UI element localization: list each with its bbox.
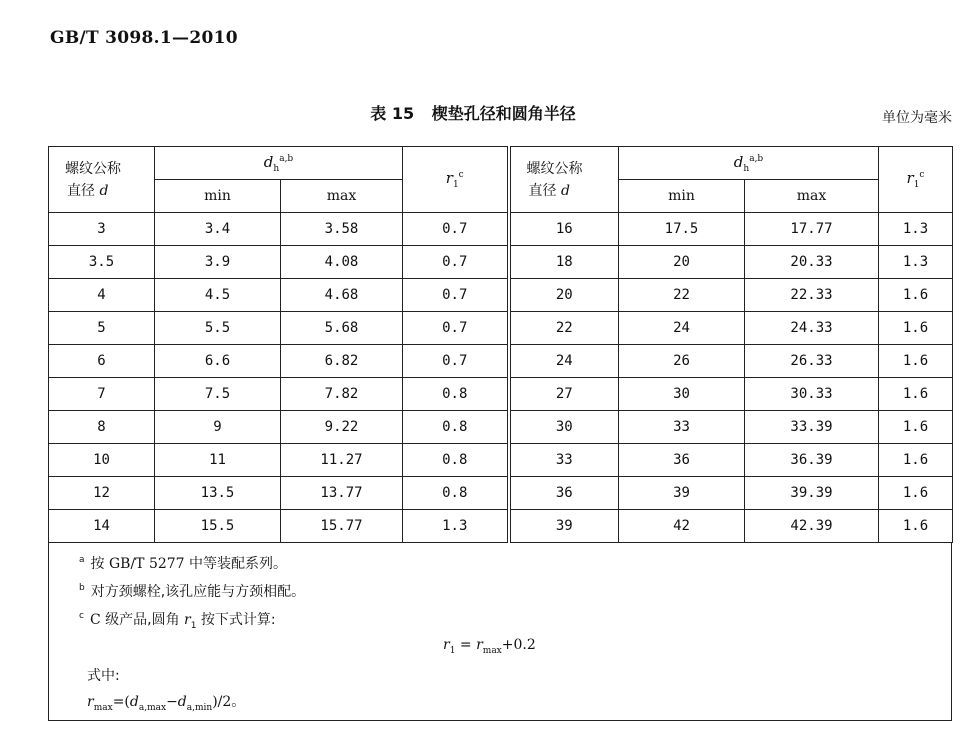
cell-thread-diameter-right: 36	[509, 477, 619, 510]
table-row	[49, 411, 953, 444]
table-row	[49, 279, 953, 312]
cell-thread-diameter-right: 22	[509, 312, 619, 345]
note-a-mark: a	[79, 555, 85, 566]
cell-thread-diameter-right: 20	[509, 279, 619, 312]
cell-r1: 0.8	[403, 411, 509, 444]
cell-thread-diameter: 12	[49, 477, 155, 510]
cell-thread-diameter-right: 27	[509, 378, 619, 411]
header-r1-symbol: r	[445, 169, 453, 187]
table-caption: 楔垫孔径和圆角半径	[431, 104, 576, 123]
cell-r1-right: 1.6	[879, 312, 953, 345]
cell-r1: 0.7	[403, 213, 509, 246]
cell-dh-max-right: 20.33	[745, 246, 879, 279]
cell-r1-right: 1.6	[879, 510, 953, 543]
header-r1-sub: 1	[452, 180, 459, 190]
cell-thread-diameter-right: 24	[509, 345, 619, 378]
header-dh-sup: a,b	[279, 153, 294, 164]
header-thread-line1: 螺纹公称	[65, 160, 121, 177]
cell-dh-max: 5.68	[281, 312, 403, 345]
header-max: max	[281, 180, 403, 213]
cell-dh-min-right: 26	[619, 345, 745, 378]
table-row	[49, 246, 953, 279]
cell-dh-max-right: 30.33	[745, 378, 879, 411]
note-c-mark: c	[79, 611, 84, 622]
note-a	[79, 553, 287, 573]
formula-tail: +0.2	[501, 637, 536, 653]
cell-thread-diameter: 3	[49, 213, 155, 246]
cell-r1: 0.7	[403, 345, 509, 378]
cell-dh-max-right: 39.39	[745, 477, 879, 510]
cell-r1: 0.8	[403, 444, 509, 477]
cell-thread-diameter: 8	[49, 411, 155, 444]
cell-dh-min-right: 42	[619, 510, 745, 543]
cell-dh-min-right: 33	[619, 411, 745, 444]
header-thread-symbol-right: d	[560, 182, 570, 199]
cell-thread-diameter-right: 18	[509, 246, 619, 279]
table-row	[49, 378, 953, 411]
definition	[87, 691, 245, 713]
cell-dh-max-right: 24.33	[745, 312, 879, 345]
cell-dh-max-right: 26.33	[745, 345, 879, 378]
note-c-prefix: 级产品,圆角	[105, 612, 180, 628]
cell-r1-right: 1.6	[879, 279, 953, 312]
cell-dh-min-right: 30	[619, 378, 745, 411]
table-row	[49, 312, 953, 345]
hole-radius-table	[48, 146, 952, 721]
cell-dh-min-right: 39	[619, 477, 745, 510]
header-thread-line1-right: 螺纹公称	[526, 160, 583, 177]
note-c-symbol: r	[184, 612, 191, 628]
cell-dh-max: 13.77	[281, 477, 403, 510]
cell-thread-diameter: 6	[49, 345, 155, 378]
cell-dh-min: 7.5	[155, 378, 281, 411]
cell-dh-max-right: 42.39	[745, 510, 879, 543]
cell-r1: 0.7	[403, 246, 509, 279]
header-r1-right	[879, 147, 953, 213]
cell-dh-min: 9	[155, 411, 281, 444]
cell-dh-max: 6.82	[281, 345, 403, 378]
note-a-suffix: 中等装配系列。	[189, 556, 288, 572]
cell-r1-right: 1.6	[879, 444, 953, 477]
cell-r1-right: 1.6	[879, 378, 953, 411]
cell-dh-min: 6.6	[155, 345, 281, 378]
header-thread-diameter-right	[509, 147, 619, 213]
cell-r1: 0.7	[403, 279, 509, 312]
header-min-right: min	[619, 180, 745, 213]
formula-lhs: r	[443, 637, 450, 653]
note-c	[79, 609, 276, 631]
cell-dh-max-right: 36.39	[745, 444, 879, 477]
cell-dh-max: 4.08	[281, 246, 403, 279]
cell-dh-min-right: 22	[619, 279, 745, 312]
def-tail: )/2。	[212, 694, 246, 710]
cell-dh-min: 13.5	[155, 477, 281, 510]
note-c-suffix: 按下式计算:	[200, 612, 276, 628]
cell-thread-diameter: 10	[49, 444, 155, 477]
cell-r1-right: 1.6	[879, 411, 953, 444]
cell-thread-diameter: 3.5	[49, 246, 155, 279]
cell-dh-max: 11.27	[281, 444, 403, 477]
cell-dh-min-right: 17.5	[619, 213, 745, 246]
cell-dh-min-right: 20	[619, 246, 745, 279]
data-table	[48, 146, 953, 543]
cell-thread-diameter-right: 30	[509, 411, 619, 444]
note-b	[79, 581, 305, 601]
cell-dh-min: 5.5	[155, 312, 281, 345]
table-notes	[48, 543, 952, 721]
cell-dh-min: 3.9	[155, 246, 281, 279]
cell-dh-min: 4.5	[155, 279, 281, 312]
cell-thread-diameter: 7	[49, 378, 155, 411]
header-dh-sub-right: h	[743, 163, 750, 174]
cell-thread-diameter-right: 39	[509, 510, 619, 543]
cell-dh-min: 3.4	[155, 213, 281, 246]
cell-dh-min: 11	[155, 444, 281, 477]
table-row	[49, 510, 953, 543]
note-c-sub: 1	[190, 620, 197, 631]
header-dh-symbol: d	[263, 152, 274, 171]
cell-dh-max: 9.22	[281, 411, 403, 444]
cell-dh-max: 3.58	[281, 213, 403, 246]
cell-r1: 0.8	[403, 378, 509, 411]
def-d2-sub: a,min	[186, 702, 213, 713]
cell-r1-right: 1.3	[879, 246, 953, 279]
cell-thread-diameter: 4	[49, 279, 155, 312]
header-dh-right	[619, 147, 879, 180]
cell-dh-max-right: 17.77	[745, 213, 879, 246]
table-body	[49, 213, 953, 543]
cell-r1-right: 1.6	[879, 345, 953, 378]
cell-r1: 1.3	[403, 510, 509, 543]
cell-dh-max: 7.82	[281, 378, 403, 411]
def-d1: d	[129, 694, 139, 710]
note-a-prefix: 按	[90, 556, 105, 572]
table-row	[49, 213, 953, 246]
table-row	[49, 345, 953, 378]
cell-dh-max: 15.77	[281, 510, 403, 543]
header-dh-sup-right: a,b	[749, 153, 764, 164]
def-minus: −	[166, 694, 178, 710]
cell-thread-diameter: 5	[49, 312, 155, 345]
cell-dh-min-right: 36	[619, 444, 745, 477]
table-title	[0, 101, 976, 124]
note-b-text: 对方颈螺栓,该孔应能与方颈相配。	[90, 584, 306, 600]
formula-rhs: r	[476, 637, 483, 653]
header-thread-diameter	[49, 147, 155, 213]
header-max-right: max	[745, 180, 879, 213]
formula-eq: =	[459, 637, 472, 653]
header-thread-symbol: d	[99, 182, 109, 199]
formula-lhs-sub: 1	[449, 645, 456, 656]
cell-r1: 0.7	[403, 312, 509, 345]
cell-r1-right: 1.6	[879, 477, 953, 510]
def-eq: =(	[112, 694, 130, 710]
def-d2: d	[177, 694, 187, 710]
formula	[443, 637, 536, 656]
header-dh	[155, 147, 403, 180]
header-r1-sub-right: 1	[913, 180, 920, 190]
header-r1-sup-right: c	[919, 170, 925, 180]
cell-r1: 0.8	[403, 477, 509, 510]
header-thread-line2-right: 直径	[528, 182, 557, 199]
def-symbol-sub: max	[93, 702, 113, 713]
cell-r1-right: 1.3	[879, 213, 953, 246]
cell-thread-diameter: 14	[49, 510, 155, 543]
header-r1-symbol-right: r	[906, 169, 914, 187]
cell-dh-max-right: 33.39	[745, 411, 879, 444]
table-number: 表 15	[370, 104, 415, 123]
note-b-mark: b	[79, 583, 85, 594]
standard-code: GB/T 3098.1—2010	[50, 28, 238, 48]
def-d1-sub: a,max	[138, 702, 167, 713]
cell-dh-min: 15.5	[155, 510, 281, 543]
header-r1	[403, 147, 509, 213]
header-thread-line2: 直径	[67, 182, 95, 199]
formula-rhs-sub: max	[482, 645, 502, 656]
def-symbol: r	[87, 694, 94, 710]
unit-label: 单位为毫米	[882, 110, 952, 126]
header-dh-symbol-right: d	[733, 152, 744, 171]
cell-dh-min-right: 24	[619, 312, 745, 345]
note-c-grade: C	[89, 612, 101, 628]
cell-thread-diameter-right: 33	[509, 444, 619, 477]
cell-dh-max: 4.68	[281, 279, 403, 312]
cell-thread-diameter-right: 16	[509, 213, 619, 246]
header-min: min	[155, 180, 281, 213]
where-label: 式中:	[87, 668, 120, 684]
table-row	[49, 477, 953, 510]
cell-dh-max-right: 22.33	[745, 279, 879, 312]
header-r1-sup: c	[458, 170, 464, 180]
header-dh-sub: h	[273, 163, 280, 174]
note-a-ref: GB/T 5277	[108, 556, 185, 572]
table-row	[49, 444, 953, 477]
